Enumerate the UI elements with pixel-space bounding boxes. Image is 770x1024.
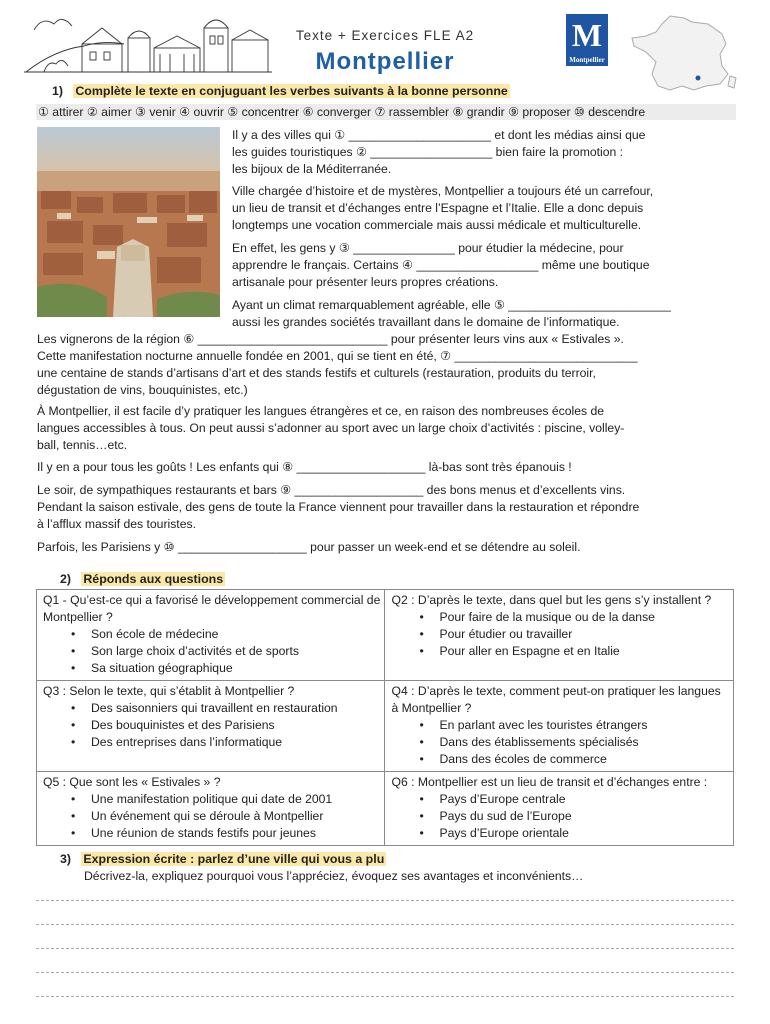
- document-title: Montpellier: [315, 48, 455, 75]
- table-row: [37, 681, 734, 772]
- questions-table: [36, 589, 734, 846]
- text-line: longtemps une vocation commerciale mais aussi médicale et multiculturelle.: [232, 218, 642, 232]
- question-cell-q1: [37, 590, 385, 681]
- options-list: [391, 791, 729, 842]
- section1-number: 1): [52, 84, 64, 98]
- answer-option[interactable]: • Pour étudier ou travailler: [391, 626, 729, 643]
- page-header: [0, 0, 770, 82]
- text-line: Il y a des villes qui ① _____________________ et dont les médias ainsi que: [232, 128, 646, 142]
- text-line: Les vignerons de la région ⑥ ____________________________ pour présenter leurs vins aux « Estivales ».: [37, 332, 624, 346]
- text-line: En effet, les gens y ③ _______________ pour étudier la médecine, pour: [232, 241, 624, 255]
- answer-option[interactable]: • Une manifestation politique qui date de 2001: [43, 791, 380, 808]
- answer-option[interactable]: • Une réunion de stands festifs pour jeunes: [43, 825, 380, 842]
- options-list: [391, 609, 729, 660]
- table-row: [37, 772, 734, 846]
- answer-option[interactable]: • Pays d’Europe centrale: [391, 791, 729, 808]
- question-cell-q5: [37, 772, 385, 846]
- options-list: [43, 700, 380, 751]
- answer-option[interactable]: • Des entreprises dans l’informatique: [43, 734, 380, 751]
- section3-instruction: Décrivez-la, expliquez pourquoi vous l’appréciez, évoquez ses avantages et inconvénients…: [84, 869, 584, 883]
- answer-option[interactable]: • Son école de médecine: [43, 626, 380, 643]
- section3-title: Expression écrite : parlez d’une ville qui vous a plu: [83, 852, 385, 866]
- question-cell-q4: [385, 681, 734, 772]
- text-line: un lieu de transit et d’échanges entre l’Espagne et l’Italie. Elle a donc depuis: [232, 201, 644, 215]
- logo-letter: M: [571, 17, 603, 53]
- table-row: [37, 590, 734, 681]
- answer-option[interactable]: • Sa situation géographique: [43, 660, 380, 677]
- logo-text: Montpellier: [569, 56, 605, 64]
- answer-option[interactable]: • Dans des écoles de commerce: [391, 751, 729, 768]
- answer-option[interactable]: • Pays d’Europe orientale: [391, 825, 729, 842]
- montpellier-logo: [566, 14, 608, 66]
- section1-heading: [52, 84, 510, 98]
- answer-option[interactable]: • Pays du sud de l’Europe: [391, 808, 729, 825]
- text-line: apprendre le français. Certains ④ __________________ même une boutique: [232, 258, 650, 272]
- paragraph-languages: [37, 403, 624, 454]
- question-cell-q6: [385, 772, 734, 846]
- options-list: [43, 626, 380, 677]
- section2-number: 2): [60, 572, 72, 586]
- question-cell-q2: [385, 590, 734, 681]
- options-list: [43, 791, 380, 842]
- document-supertitle: Texte + Exercices FLE A2: [295, 28, 475, 43]
- answer-option[interactable]: • Pour aller en Espagne et en Italie: [391, 643, 729, 660]
- writing-line[interactable]: [36, 948, 734, 949]
- section3-number: 3): [60, 852, 72, 866]
- question-text: Q6 : Montpellier est un lieu de transit et d’échanges entre :: [391, 775, 708, 789]
- answer-option[interactable]: • Son large choix d’activités et de sports: [43, 643, 380, 660]
- text-line: les bijoux de la Méditerranée.: [232, 162, 392, 176]
- text-line: Cette manifestation nocturne annuelle fondée en 2001, qui se tient en été, ⑦ ___________________________: [37, 349, 638, 363]
- answer-option[interactable]: • Dans des établissements spécialisés: [391, 734, 729, 751]
- options-list: [391, 717, 729, 768]
- paragraph-estivales: [37, 331, 637, 399]
- text-line: une centaine de stands d’artisans d’art et des stands festifs et culturels (restauration, produits du terroir,: [37, 366, 596, 380]
- text-line: artisanale pour présenter leurs propres créations.: [232, 275, 499, 289]
- paragraph-parisians: [37, 539, 580, 556]
- question-text: Q3 : Selon le texte, qui s’établit à Montpellier ?: [43, 684, 295, 698]
- paragraph-children: [37, 459, 572, 476]
- text-line: Ville chargée d’histoire et de mystères, Montpellier a toujours été un carrefour,: [232, 184, 654, 198]
- answer-option[interactable]: • Pour faire de la musique ou de la danse: [391, 609, 729, 626]
- answer-option[interactable]: • Des saisonniers qui travaillent en restauration: [43, 700, 380, 717]
- paragraph-people: [232, 240, 649, 291]
- writing-line[interactable]: [36, 972, 734, 973]
- montpellier-aerial-photo: [37, 127, 220, 317]
- question-cell-q3: [37, 681, 385, 772]
- text-line: à l’afflux massif des touristes.: [37, 517, 196, 531]
- paragraph-climate: [232, 297, 671, 331]
- text-line: Le soir, de sympathiques restaurants et bars ⑨ ___________________ des bons menus et d’excellents vins.: [37, 483, 626, 497]
- text-line: ball, tennis…etc.: [37, 438, 128, 452]
- section2-heading: [60, 572, 225, 586]
- text-line: Pendant la saison estivale, des gens de toute la France viennent pour travailler dans la restauration et répondre: [37, 500, 640, 514]
- text-line: À Montpellier, il est facile d’y pratiquer les langues étrangères et ce, en raison des nombreuses écoles de: [37, 404, 605, 418]
- writing-line[interactable]: [36, 900, 734, 901]
- text-line: Il y en a pour tous les goûts ! Les enfants qui ⑧ ___________________ là-bas sont très épanouis !: [37, 460, 572, 474]
- text-line: dégustation de vins, bouquinistes, etc.): [37, 383, 248, 397]
- section2-title: Réponds aux questions: [83, 572, 224, 586]
- answer-option[interactable]: • Un événement qui se déroule à Montpellier: [43, 808, 380, 825]
- text-line: Parfois, les Parisiens y ⑩ ___________________ pour passer un week-end et se détendre au soleil.: [37, 540, 581, 554]
- question-text: Q5 : Que sont les « Estivales » ?: [43, 775, 221, 789]
- answer-option[interactable]: • Des bouquinistes et des Parisiens: [43, 717, 380, 734]
- verb-list: ① attirer ② aimer ③ venir ④ ouvrir ⑤ concentrer ⑥ converger ⑦ rassembler ⑧ grandir ⑨ proposer ⑩ descendre: [36, 104, 736, 120]
- paragraph-evening: [37, 482, 639, 533]
- question-text: Q2 : D’après le texte, dans quel but les gens s’y installent ?: [391, 593, 712, 607]
- section1-title: Complète le texte en conjuguant les verbes suivants à la bonne personne: [75, 84, 508, 98]
- text-line: les guides touristiques ② __________________ bien faire la promotion :: [232, 145, 624, 159]
- writing-line[interactable]: [36, 924, 734, 925]
- answer-option[interactable]: • En parlant avec les touristes étrangers: [391, 717, 729, 734]
- paragraph-history: [232, 183, 653, 234]
- paragraph-intro: [232, 127, 645, 178]
- question-text: Q1 - Qu’est-ce qui a favorisé le développement commercial de Montpellier ?: [43, 593, 381, 624]
- text-line: langues accessibles à tous. On peut aussi s’adonner au sport avec un large choix d’activités : piscine, volley-: [37, 421, 625, 435]
- france-map-icon: [622, 12, 740, 94]
- question-text: Q4 : D’après le texte, comment peut-on pratiquer les langues à Montpellier ?: [391, 684, 721, 715]
- writing-line[interactable]: [36, 996, 734, 997]
- text-line: Ayant un climat remarquablement agréable, elle ⑤ ________________________: [232, 298, 671, 312]
- section3-heading: [60, 852, 386, 866]
- text-line: aussi les grandes sociétés travaillant dans le domaine de l’informatique.: [232, 315, 620, 329]
